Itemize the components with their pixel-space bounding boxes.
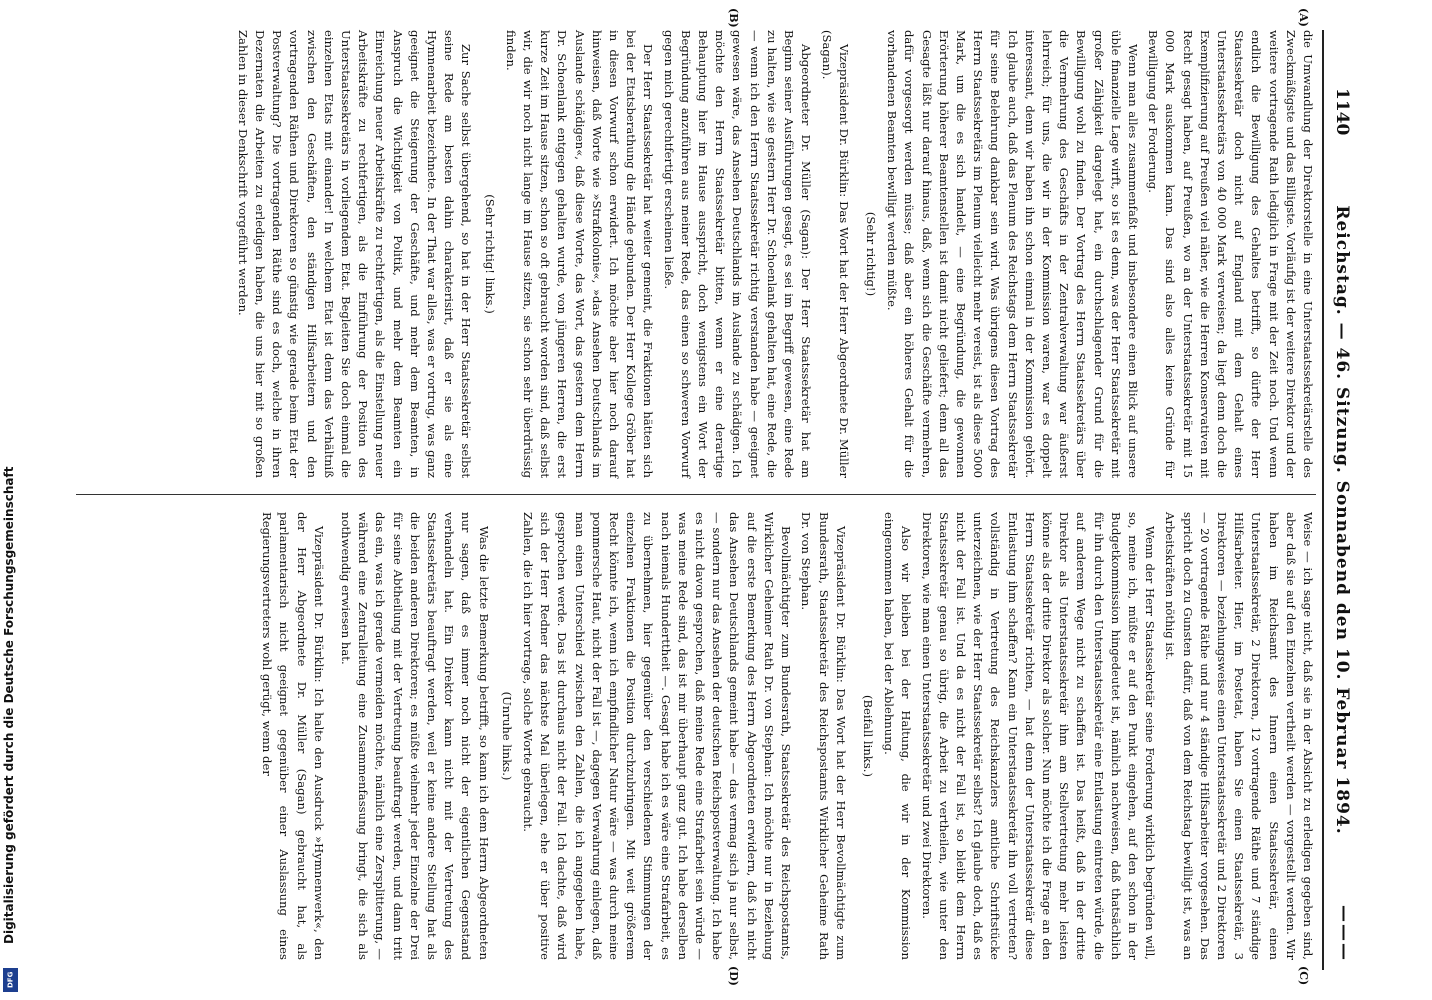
header-mark: ———: [1334, 905, 1354, 962]
margin-marker-a: (A): [1297, 8, 1310, 27]
interjection: (Sehr richtig!): [863, 211, 878, 297]
left-column: [56, 30, 1316, 478]
interjection: (Beifall links.): [860, 695, 875, 777]
speaker-paragraph: Vizepräsident Dr. Bürklin: Ich halte den Ausdruck »Hymnenwerk«, den der Herr Abgeordnete Dr. Müller (Sagan) gebraucht hat, als parlamentarisch nicht geeignet gegenüber einer Auslassung eines Regierungsvertreters wohl gerügt, wenn der: [260, 512, 326, 960]
page-title: Reichstag. — 46. Sitzung. Sonnabend den 10. Februar 1894.: [1332, 205, 1352, 835]
speaker-paragraph: Vizepräsident Dr. Bürklin: Das Wort hat der Herr Bevollmächtigte zum Bundesrath, Staatssekretär des Reichspostamts Wirklicher Geheime Rath Dr. von Stephan.: [799, 512, 848, 960]
speaker-paragraph: Vizepräsident Dr. Bürklin: Das Wort hat der Herr Abgeordnete Dr. Müller (Sagan).: [819, 30, 851, 478]
interjection: (Unruhe links.): [499, 691, 514, 781]
paragraph: Wenn der Herr Staatssekretär seine Forderung wirklich begründen will, so, meine ich, müßte er auf den Punkt eingehen, auf den schon in der Budgetkommission hingedeutet ist, nämlich nachweisen, daß thatsächlich für ihn durch den Unterstaatssekretär eine Entlastung eintreten würde, die auf anderem Wege nicht zu schaffen ist. Das heißt, daß in der dritte Direktor als Unterstaatssekretär ihm am Stellvertretung mehr leisten könne als der dritte Direktor als solcher. Nun möchte ich die Frage an den Herrn Staatssekretär richten, — hat denn der Unterstaatssekretär diese Entlastung ihm schaffen? Kann ein Unterstaatssekretär ihn voll vertreten? vollständig in Vertretung des Reichskanzlers amtliche Schriftstücke unterzeichnen, wie der Herr Staatssekretär selbst? Ich glaube doch, daß es nicht der Fall ist. Und da es nicht der Fall ist, so bleibt dem Herrn Staatssekretär genau so übrig, die Arbeit zu vertheilen, wie unter den Direktoren, wie man einen Unterstaatssekretär und zwei Direktoren.: [919, 512, 1158, 960]
header-rule: [1322, 30, 1324, 970]
margin-marker-c: (C): [1297, 966, 1310, 986]
interjection: (Sehr richtig! links.): [482, 194, 497, 314]
right-column: [56, 512, 1316, 960]
paragraph: Weise — ich sage nicht, daß sie in der Absicht zu erledigen gegeben sind, aber daß sie auf den Einzelnen vertheilt werden — vorgestellt werden. Wir haben im Reichsamt des Innern einen Staatssekretär, einen Unterstaatssekretär, 2 Direktoren, 12 vortragende Räthe und 7 ständige Hilfsarbeiter. Hier, im Postetat, haben Sie einen Staatssekretär, 3 Direktoren — beziehungsweise einen Unterstaatssekretär und 2 Direktoren — 20 vortragende Räthe und nur 4 ständige Hilfsarbeiter vorgesehen. Das spricht doch zu Gunsten dafür, daß von dem Reichstag bewilligt ist, was an Arbeitskräften nöthig ist.: [1163, 512, 1315, 960]
page-number: 1140: [1332, 88, 1352, 136]
margin-marker-d: (D): [727, 966, 740, 986]
paragraph: Zur Sache selbst übergehend, so hat in der Herr Staatssekretär selbst seine Rede am besten dahin charakterisirt, daß er sie als eine Hymnenarbeit bezeichnete. In der That war alles, was er vortrug, was ganz geeignet die Steigerung der Geschäfte, und mehr dem Beamten, in Anspruch die Wichtigkeit von Politik, und mehr dem Beamten ein Einreichung neuer Arbeitskräfte zu rechtfertigen, als die Einstellung neuer Arbeitskräfte zu rechtfertigen, als die Einführung der Position des Unterstaatssekretärs in vorliegendem Etat. Begleiten Sie doch einmal die einzelnen Etats mit einander! In welchem Etat ist denn das Verhältniß zwischen den Geschäften, den ständigen Hilfsarbeitern und den vortragenden Räthen und Direktoren so günstig wie gerade beim Etat der Postverwaltung? Die vortragenden Räthe sind es doch, welche in ihren Dezernaten die Arbeiten zu erledigen haben, die uns hier mit so großen Zahlen in dieser Denkschrift vorgeführt werden.: [235, 30, 474, 478]
paragraph: Was die letzte Bemerkung betrifft, so kann ich dem Herrn Abgeordneten nur sagen, daß es immer noch nicht der eigentlichen Gegenstand verhandeln hat. Ein Direktor kann nicht mit der Vertretung des Staatssekretärs beauftragt werden, weil er keine andere Stellung hat als die beiden anderen Direktoren; es müßte vielmehr jeder Einzelne der Drei für seine Abtheilung mit der Vertretung beauftragt werden, und dann tritt das ein, was ich gerade vermeiden möchte, nämlich eine Zersplitterung, — während eine Zentralleitung eine Zusammenfassung bringt, die sich als nothwendig erwiesen hat.: [339, 512, 491, 960]
paragraph: Wenn man alles zusammenfaßt und insbesondere einen Blick auf unsere üble finanzielle Lage wirft, so ist es denn, was der Herr Staatssekretär mit großer Zähigkeit dargelegt hat, ein durchschlagender Grund für die Bewilligung wohl zu finden. Der Vortrag des Herrn Staatssekretärs über die Vermehrung des Geschäfts in der Zentralverwaltung war äußerst lehrreich; für uns, die wir in der Kommission waren, war es doppelt interessant, denn wir haben ihn schon einmal in der Kommission gehört. Ich glaube auch, daß das Plenum des Reichstags dem Herrn Staatssekretär für seine Belehrung dankbar sein wird. Was übrigens diesen Vortrag des Herrn Staatssekretärs im Plenum vielleicht mehr vereist, ist als diese 5000 Mark, um die es sich handelt, — eine Begründung, die gewonnen Erörterung höherer Beamtenstellen ist damit nicht geliefert; denn all das Gesagte läßt nur darauf hinaus, daß, wenn sich die Geschäfte vermehren, dafür vorgesorgt werden müsse; daß aber ein höheres Gehalt für die vorhandenen Beamten bewilligt werden müßte.: [885, 30, 1140, 478]
paragraph: Abgeordneter Dr. Müller (Sagan): Der Herr Staatssekretär hat am Beginn seiner Ausführungen gesagt, es sei im Begriff gewesen, eine Rede zu halten, wie sie gestern Herr Dr. Schoenlank gehalten hat, eine Rede, die — wenn ich den Herrn Staatssekretär richtig verstanden habe — geeignet gewesen wäre, das Ansehen Deutschlands im Auslande zu schädigen. Ich möchte den Herrn Staatssekretär bitten, wenn er eine derartige Behauptung hier im Hause ausspricht, doch wenigstens ein Wort der Begründung anzuführen aus meiner Rede, das einen so schweren Vorwurf gegen mich gerechtfertigt erscheinen ließe.: [661, 30, 814, 478]
digitization-credit: Digitalisierung gefördert durch die Deutsche Forschungsgemeinschaft: [2, 466, 16, 944]
page-header: [1328, 28, 1358, 972]
digitization-footer: [0, 0, 22, 1000]
paragraph: Also wir bleiben bei der Haltung, die wir in der Kommission eingenommen haben, bei der Ablehnung.: [882, 512, 914, 960]
dfg-logo: DFG: [3, 968, 18, 992]
paragraph: Der Herr Staatssekretär hat weiter gemeint, die Fraktionen hätten sich bei der Etatsberathung die Hände gebunden. Der Herr Kollege Gröber hat in diesen Vorwurf schon erwidert. Ich möchte aber hier noch darauf hinweisen, daß Worte wie »Strafkolonie«, »das Ansehen Deutschlands im Auslande schädigen«, daß diese Worte, das Wort, das gestern dem Herrn Dr. Schoenlank entgegen gehalten wurde, von jüngeren Herren, die erst kurze Zeit im Hause sitzen, schon so oft gebraucht worden sind, daß selbst wir, die wir noch nicht lange im Hause sitzen, sie schon sehr überdrüssig finden.: [503, 30, 656, 478]
column-divider: [76, 494, 1316, 495]
paragraph: Bevollmächtigter zum Bundesrath, Staatssekretär des Reichspostamts, Wirklicher Geheimer Rath Dr. von Stephan: Ich möchte nur in Beziehung auf die erste Bemerkung des Herrn Abgeordneten erwidern, daß ich nicht das Ansehen Deutschlands gemeint habe — das vermag sich ja nur selbst, — sondern nur das Ansehen der deutschen Reichspostverwaltung. Ich habe es nicht davon gesprochen, daß meine Rede eine Strafarbeit sein würde — was meine Rede sind, das ist mir überhaupt ganz gut. Ich habe derselben nach niemals Hunderttheit —. Gesagt habe ich es wäre eine Strafarbeit, es zu übernehmen, hier gegenüber den verschiedenen Stimmungen der einzelnen Fraktionen die Position durchzubringen. Mit weit größerem Recht könnte ich, wenn ich empfindlicher Natur wäre — was durch meine pommersche Haut, nicht der Fall ist —, dagegen Verwahrung einlegen, daß man einen Unterschied zwischen den Zahlen, die ich angegeben habe, gesprochen werde. Das ist durchaus nicht der Fall. Ich dachte, daß wird sich der Herr Redner das nächste Mal überlegen, ehe er über positive Zahlen, die ich hier vortrage, solche Worte gebraucht.: [521, 512, 794, 960]
margin-marker-b: (B): [727, 8, 740, 28]
paragraph: die Umwandlung der Direktorstelle in eine Unterstaatssekretärstelle des Zweckmäßigste und das Billigste. Vorläufig ist der weitere Direktor und der weitere vortragende Rath lediglich in Frage mit der Zeit noch. Und wenn endlich die Bewilligung des Gehaltes betrifft, so dürfte der Herr Staatssekretär doch nicht auf England mit dem Gehalt eines Unterstaatssekretärs von 40 000 Mark verweisen; da liegt denn doch die Exemplifizierung auf Preußen viel näher, wie die Herren Konservativen mit Recht gesagt haben, auf Preußen, wo an der Unterstaatssekretär mit 15 000 Mark auskommen kann. Das sind also alles keine Gründe für Bewilligung der Forderung.: [1146, 30, 1315, 478]
